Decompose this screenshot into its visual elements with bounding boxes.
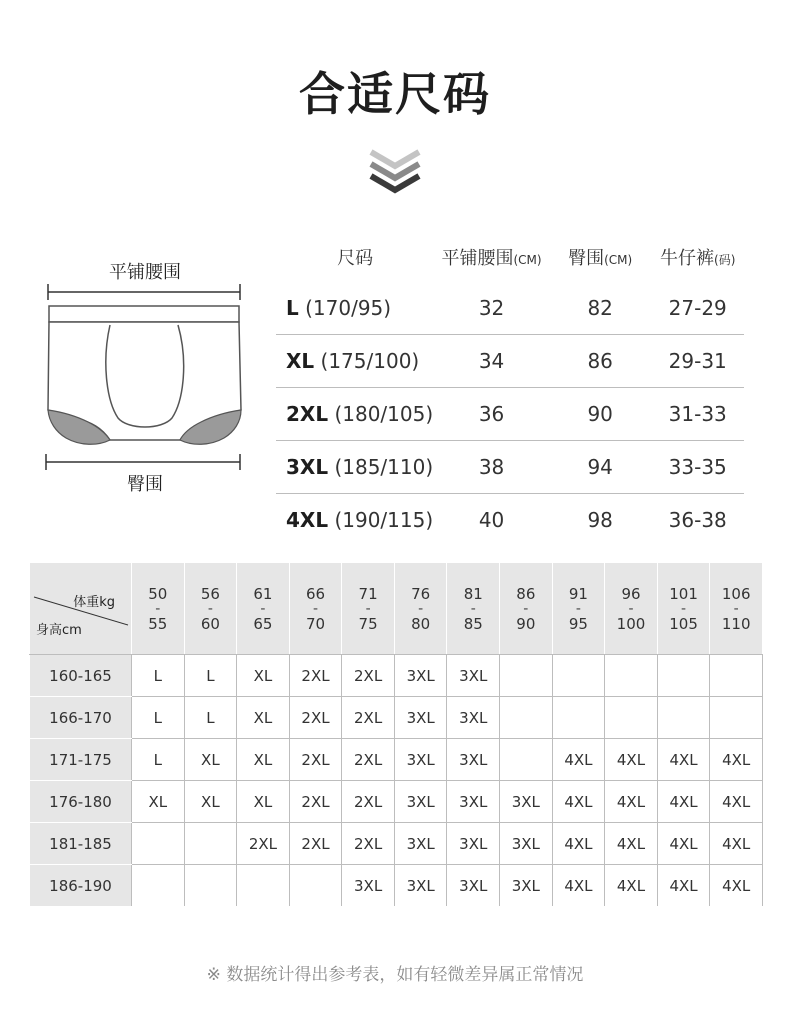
weight-range-header bbox=[605, 563, 658, 655]
weight-to: 110 bbox=[721, 614, 751, 633]
weight-to: 70 bbox=[305, 614, 326, 633]
size-cell: XL bbox=[237, 739, 290, 781]
height-range-header: 186-190 bbox=[30, 865, 132, 907]
size-cell bbox=[552, 655, 605, 697]
weight-to: 60 bbox=[200, 614, 220, 633]
weight-from: 86 bbox=[516, 584, 536, 603]
weight-range-header bbox=[500, 563, 553, 655]
size-name-cell bbox=[276, 282, 434, 335]
size-row bbox=[276, 388, 744, 441]
size-cell: 4XL bbox=[552, 781, 605, 823]
size-cell: 4XL bbox=[657, 739, 710, 781]
hip-label: 臀围 bbox=[127, 474, 163, 495]
size-code: XL bbox=[286, 349, 315, 373]
size-cell: 2XL bbox=[342, 823, 395, 865]
size-spec: (190/115) bbox=[334, 508, 434, 532]
size-cell bbox=[184, 823, 237, 865]
size-code: 2XL bbox=[286, 402, 329, 426]
size-cell bbox=[500, 739, 553, 781]
hip-value: 90 bbox=[549, 388, 652, 441]
size-spec: (180/105) bbox=[334, 402, 434, 426]
size-cell: 3XL bbox=[447, 655, 500, 697]
size-name-cell bbox=[276, 335, 434, 388]
size-row bbox=[276, 494, 744, 547]
jeans-value: 29-31 bbox=[651, 335, 744, 388]
size-cell: XL bbox=[237, 655, 290, 697]
waist-value: 32 bbox=[434, 282, 549, 335]
size-cell: 3XL bbox=[394, 739, 447, 781]
size-code: 4XL bbox=[286, 508, 329, 532]
hip-value: 86 bbox=[549, 335, 652, 388]
weight-from: 76 bbox=[411, 584, 431, 603]
size-cell bbox=[657, 655, 710, 697]
weight-range-header bbox=[710, 563, 763, 655]
weight-to: 95 bbox=[568, 614, 588, 633]
header-hip: 臀围(CM) bbox=[568, 248, 633, 269]
weight-from: 81 bbox=[463, 584, 483, 603]
jeans-value: 31-33 bbox=[651, 388, 744, 441]
size-cell: 3XL bbox=[447, 739, 500, 781]
waist-label: 平铺腰围 bbox=[109, 262, 181, 283]
weight-range-header bbox=[342, 563, 395, 655]
size-cell: 4XL bbox=[605, 865, 658, 907]
range-dash: - bbox=[418, 600, 424, 617]
size-cell: 3XL bbox=[500, 823, 553, 865]
size-cell: 3XL bbox=[394, 781, 447, 823]
size-cell: 4XL bbox=[552, 739, 605, 781]
footnote: ※ 数据统计得出参考表，如有轻微差异属正常情况 bbox=[206, 965, 584, 985]
size-cell: 4XL bbox=[605, 823, 658, 865]
size-cell: 4XL bbox=[657, 823, 710, 865]
height-range-header: 176-180 bbox=[30, 781, 132, 823]
height-row bbox=[30, 781, 763, 823]
size-cell: 2XL bbox=[289, 739, 342, 781]
size-cell: 3XL bbox=[447, 865, 500, 907]
size-cell: 3XL bbox=[394, 823, 447, 865]
range-dash: - bbox=[312, 600, 319, 617]
size-cell: 2XL bbox=[289, 655, 342, 697]
size-cell: L bbox=[184, 655, 237, 697]
size-cell: 2XL bbox=[342, 697, 395, 739]
size-cell: 2XL bbox=[289, 823, 342, 865]
hip-value: 82 bbox=[549, 282, 652, 335]
size-cell: 2XL bbox=[342, 781, 395, 823]
range-dash: - bbox=[470, 600, 476, 617]
size-cell bbox=[132, 865, 185, 907]
weight-to: 75 bbox=[358, 614, 378, 633]
size-spec: (175/100) bbox=[320, 349, 420, 373]
height-axis-label: 身高cm bbox=[36, 623, 82, 638]
size-cell: L bbox=[184, 697, 237, 739]
height-row bbox=[30, 655, 763, 697]
size-cell: 3XL bbox=[500, 865, 553, 907]
size-row bbox=[276, 282, 744, 335]
header-size: 尺码 bbox=[337, 248, 374, 269]
height-range-header: 160-165 bbox=[30, 655, 132, 697]
range-dash: - bbox=[260, 600, 266, 617]
size-cell bbox=[552, 697, 605, 739]
range-dash: - bbox=[628, 600, 634, 617]
range-dash: - bbox=[733, 600, 739, 617]
weight-to: 105 bbox=[669, 614, 698, 633]
range-dash: - bbox=[523, 600, 529, 617]
waist-value: 34 bbox=[434, 335, 549, 388]
size-name-cell bbox=[276, 441, 434, 494]
weight-to: 55 bbox=[148, 614, 168, 633]
size-spec: (185/110) bbox=[334, 455, 434, 479]
weight-range-header bbox=[394, 563, 447, 655]
weight-axis-label: 体重kg bbox=[73, 595, 115, 610]
size-cell: 2XL bbox=[342, 655, 395, 697]
weight-range-header bbox=[289, 563, 342, 655]
size-cell: XL bbox=[132, 781, 185, 823]
size-code: 3XL bbox=[286, 455, 329, 479]
hip-value: 98 bbox=[587, 508, 613, 532]
height-row bbox=[30, 739, 763, 781]
size-cell: 4XL bbox=[605, 739, 658, 781]
height-range-header: 171-175 bbox=[30, 739, 132, 781]
size-cell: 4XL bbox=[657, 781, 710, 823]
weight-range-header bbox=[132, 563, 185, 655]
weight-to: 65 bbox=[253, 614, 273, 633]
size-cell: 3XL bbox=[447, 823, 500, 865]
waist-value: 36 bbox=[434, 388, 549, 441]
size-cell: 4XL bbox=[710, 781, 763, 823]
size-cell: L bbox=[132, 655, 185, 697]
page-title: 合适尺码 bbox=[299, 67, 491, 121]
weight-to: 80 bbox=[411, 614, 431, 633]
size-cell bbox=[132, 823, 185, 865]
size-cell: 4XL bbox=[657, 865, 710, 907]
size-cell bbox=[184, 865, 237, 907]
size-cell bbox=[289, 865, 342, 907]
weight-height-grid bbox=[29, 562, 763, 906]
height-row bbox=[30, 865, 763, 907]
size-cell bbox=[710, 697, 763, 739]
height-row bbox=[30, 823, 763, 865]
weight-to: 90 bbox=[516, 614, 536, 633]
weight-from: 101 bbox=[669, 584, 698, 603]
size-cell: 2XL bbox=[289, 697, 342, 739]
size-cell: XL bbox=[184, 781, 237, 823]
weight-from: 50 bbox=[148, 584, 168, 603]
header-jeans: 牛仔裤(码) bbox=[660, 248, 736, 269]
size-cell bbox=[657, 697, 710, 739]
size-cell bbox=[710, 655, 763, 697]
weight-to: 85 bbox=[463, 614, 483, 633]
weight-range-header bbox=[657, 563, 710, 655]
grid-corner bbox=[30, 563, 132, 655]
range-dash: - bbox=[575, 600, 581, 617]
size-cell: 2XL bbox=[342, 739, 395, 781]
range-dash: - bbox=[681, 600, 687, 617]
range-dash: - bbox=[365, 600, 371, 617]
size-cell: 4XL bbox=[552, 823, 605, 865]
weight-range-header bbox=[184, 563, 237, 655]
size-cell: 4XL bbox=[710, 865, 763, 907]
size-code: L bbox=[286, 296, 299, 320]
size-cell: XL bbox=[237, 697, 290, 739]
size-cell: 2XL bbox=[237, 823, 290, 865]
size-spec: (170/95) bbox=[305, 296, 392, 320]
size-cell: 3XL bbox=[394, 655, 447, 697]
weight-to: 100 bbox=[616, 614, 646, 633]
height-range-header: 166-170 bbox=[30, 697, 132, 739]
size-cell bbox=[605, 697, 658, 739]
size-table-header bbox=[276, 232, 744, 282]
size-name-cell bbox=[276, 494, 434, 547]
size-cell: 3XL bbox=[342, 865, 395, 907]
size-cell: 4XL bbox=[605, 781, 658, 823]
size-cell bbox=[500, 655, 553, 697]
range-dash: - bbox=[155, 600, 161, 617]
size-row bbox=[276, 335, 744, 388]
height-row bbox=[30, 697, 763, 739]
size-row bbox=[276, 441, 744, 494]
weight-range-header bbox=[237, 563, 290, 655]
size-cell: L bbox=[132, 697, 185, 739]
weight-from: 61 bbox=[253, 584, 273, 603]
size-cell: 3XL bbox=[447, 697, 500, 739]
weight-from: 106 bbox=[721, 584, 751, 603]
weight-from: 56 bbox=[200, 584, 220, 603]
size-cell: 2XL bbox=[289, 781, 342, 823]
weight-from: 91 bbox=[568, 584, 588, 603]
header-waist: 平铺腰围(CM) bbox=[441, 248, 542, 269]
hip-value: 94 bbox=[549, 441, 652, 494]
jeans-value: 36-38 bbox=[668, 508, 727, 532]
size-name-cell bbox=[276, 388, 434, 441]
weight-from: 96 bbox=[621, 584, 641, 603]
range-dash: - bbox=[207, 600, 213, 617]
size-cell bbox=[237, 865, 290, 907]
size-cell: 3XL bbox=[500, 781, 553, 823]
jeans-value: 27-29 bbox=[651, 282, 744, 335]
size-cell: XL bbox=[184, 739, 237, 781]
size-cell: 3XL bbox=[394, 697, 447, 739]
jeans-value: 33-35 bbox=[651, 441, 744, 494]
weight-from: 66 bbox=[305, 584, 326, 603]
size-cell bbox=[500, 697, 553, 739]
size-table bbox=[276, 232, 744, 546]
weight-range-header bbox=[447, 563, 500, 655]
size-cell: 3XL bbox=[447, 781, 500, 823]
size-cell: L bbox=[132, 739, 185, 781]
weight-from: 71 bbox=[358, 584, 378, 603]
height-range-header: 181-185 bbox=[30, 823, 132, 865]
waist-value: 38 bbox=[434, 441, 549, 494]
size-cell: 3XL bbox=[394, 865, 447, 907]
weight-range-header bbox=[552, 563, 605, 655]
size-cell: 4XL bbox=[552, 865, 605, 907]
underwear-diagram bbox=[40, 250, 250, 500]
underwear-illustration bbox=[40, 250, 250, 500]
size-cell: 4XL bbox=[710, 823, 763, 865]
size-cell: XL bbox=[237, 781, 290, 823]
chevron-down-icon bbox=[367, 148, 423, 198]
size-cell bbox=[605, 655, 658, 697]
size-cell: 4XL bbox=[710, 739, 763, 781]
waist-value: 40 bbox=[478, 508, 505, 532]
